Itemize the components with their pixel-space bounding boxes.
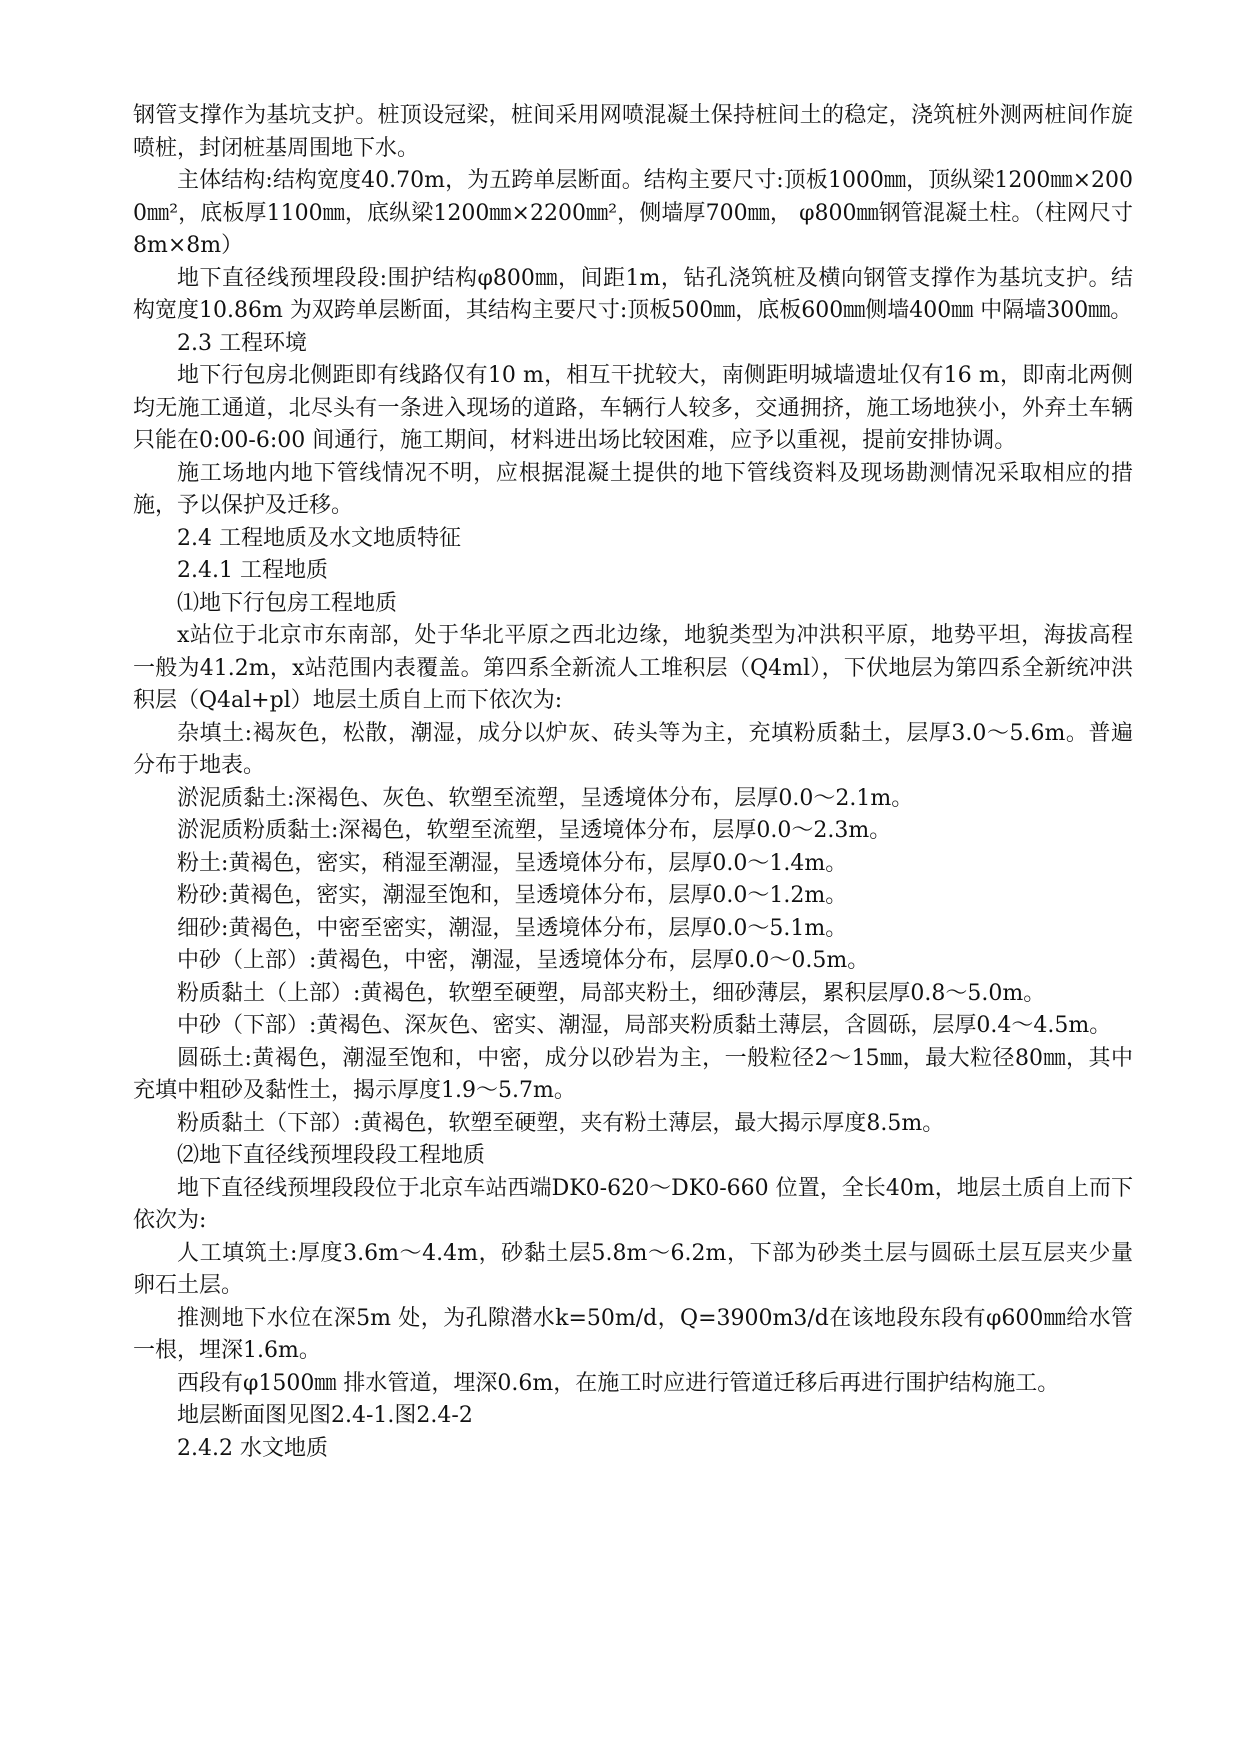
paragraph: 淤泥质黏土:深褐色、灰色、软塑至流塑，呈透境体分布，层厚0.0～2.1m。 [177, 785, 914, 811]
paragraph: 粉土:黄褐色，密实，稍湿至潮湿，呈透境体分布，层厚0.0～1.4m。 [177, 850, 848, 876]
paragraph: 地下直径线预埋段段位于北京车站西端DK0-620～DK0-660 位置，全长40m，地层土质自上而下依次为: [133, 1175, 1133, 1233]
paragraph: x站位于北京市东南部，处于华北平原之西北边缘，地貌类型为冲洪积平原，地势平坦，海拔高程一般为41.2m，x站范围内表覆盖。第四系全新流人工堆积层（Q4ml），下伏地层为第四系全新统冲洪积层（Q4al+pl）地层土质自上而下依次为: [133, 623, 1133, 713]
document-page [133, 100, 1133, 1465]
paragraph: 圆砾土:黄褐色，潮湿至饱和，中密，成分以砂岩为主，一般粒径2～15㎜，最大粒径80㎜，其中充填中粗砂及黏性土，揭示厚度1.9～5.7m。 [133, 1045, 1133, 1103]
paragraph: 2.4.1 工程地质 [177, 558, 328, 583]
paragraph: 2.4 工程地质及水文地质特征 [177, 525, 461, 551]
paragraph: 粉砂:黄褐色，密实，潮湿至饱和，呈透境体分布，层厚0.0～1.2m。 [177, 883, 848, 908]
paragraph: 粉质黏土（上部）:黄褐色，软塑至硬塑，局部夹粉土，细砂薄层，累积层厚0.8～5.0m。 [177, 980, 1046, 1006]
paragraph: 粉质黏土（下部）:黄褐色，软塑至硬塑，夹有粉土薄层，最大揭示厚度8.5m。 [177, 1110, 945, 1136]
paragraph: 中砂（下部）:黄褐色、深灰色、密实、潮湿，局部夹粉质黏土薄层，含圆砾，层厚0.4～4.5m。 [177, 1013, 1112, 1038]
paragraph: ⑵地下直径线预埋段段工程地质 [177, 1143, 486, 1168]
paragraph: ⑴地下行包房工程地质 [177, 590, 398, 616]
paragraph: 西段有φ1500㎜ 排水管道，埋深0.6m，在施工时应进行管道迁移后再进行围护结构施工。 [177, 1370, 1060, 1396]
paragraph: 推测地下水位在深5m 处，为孔隙潜水k=50m/d，Q=3900m3/d在该地段东段有φ600㎜给水管一根，埋深1.6m。 [133, 1305, 1133, 1363]
paragraph: 地层断面图见图2.4-1.图2.4-2 [177, 1403, 473, 1428]
paragraph: 中砂（上部）:黄褐色，中密，潮湿，呈透境体分布，层厚0.0～0.5m。 [177, 948, 870, 973]
paragraph: 淤泥质粉质黏土:深褐色，软塑至流塑，呈透境体分布，层厚0.0～2.3m。 [177, 818, 892, 843]
paragraph: 杂填土:褐灰色，松散，潮湿，成分以炉灰、砖头等为主，充填粉质黏土，层厚3.0～5.6m。普遍分布于地表。 [133, 720, 1133, 778]
paragraph: 地下直径线预埋段段:围护结构φ800㎜，间距1m，钻孔浇筑桩及横向钢管支撑作为基坑支护。结构宽度10.86m 为双跨单层断面，其结构主要尺寸:顶板500㎜，底板600㎜侧墙400㎜ 中隔墙300㎜。 [133, 265, 1133, 323]
paragraph: 钢管支撑作为基坑支护。桩顶设冠梁，桩间采用网喷混凝土保持桩间土的稳定，浇筑桩外测两桩间作旋喷桩，封闭桩基周围地下水。 [133, 103, 1133, 161]
paragraph: 人工填筑土:厚度3.6m～4.4m，砂黏土层5.8m～6.2m，下部为砂类土层与圆砾土层互层夹少量卵石土层。 [133, 1240, 1133, 1298]
paragraph: 2.3 工程环境 [177, 330, 307, 356]
paragraph: 地下行包房北侧距即有线路仅有10 m，相互干扰较大，南侧距明城墙遗址仅有16 m，即南北两侧均无施工通道，北尽头有一条进入现场的道路，车辆行人较多，交通拥挤，施工场地狭小，外弃土车辆只能在0:00-6:00 间通行，施工期间，材料进出场比较困难，应予以重视，提前安排协调。 [133, 363, 1133, 453]
paragraph: 2.4.2 水文地质 [177, 1435, 328, 1461]
paragraph: 主体结构:结构宽度40.70m，为五跨单层断面。结构主要尺寸:顶板1000㎜，顶纵梁1200㎜×2000㎜²，底板厚1100㎜，底纵梁1200㎜×2200㎜²，侧墙厚700㎜， φ800㎜钢管混凝土柱。（柱网尺寸8m×8m） [133, 168, 1133, 258]
paragraph: 细砂:黄褐色，中密至密实，潮湿，呈透境体分布，层厚0.0～5.1m。 [177, 915, 848, 941]
paragraph: 施工场地内地下管线情况不明，应根据混凝土提供的地下管线资料及现场勘测情况采取相应的措施，予以保护及迁移。 [133, 460, 1133, 518]
